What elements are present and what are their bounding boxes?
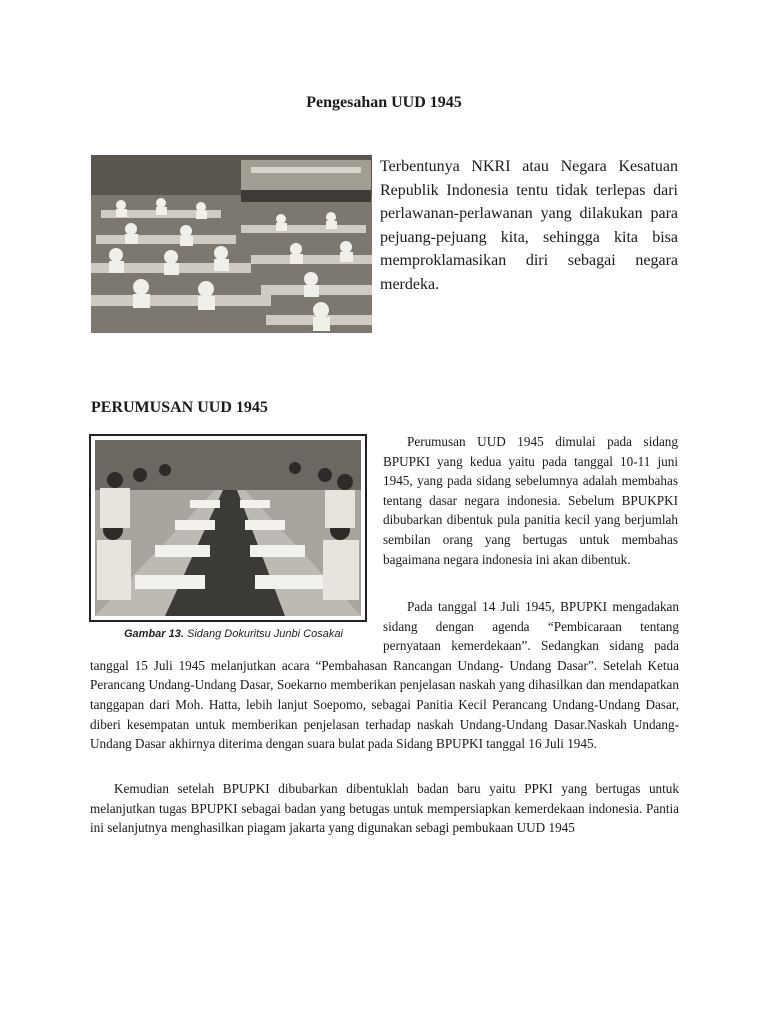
caption-float-space: [90, 597, 383, 645]
session-photo-frame: [89, 434, 367, 622]
page-title: Pengesahan UUD 1945: [306, 94, 462, 111]
assembly-hall-photo-drawing: [91, 155, 372, 333]
assembly-hall-photo: [91, 155, 372, 333]
caption-label: Gambar 13.: [124, 628, 184, 640]
paragraph-wrap: [90, 597, 679, 754]
session-photo: [95, 440, 361, 616]
paragraph-july-session: Pada tanggal 14 Juli 1945, BPUPKI mengadakan sidang dengan agenda “Pembicaraan tentang pernyataan kemerdekaan”. Sedangkan sidang pada tanggal 15 Juli 1945 melanjutkan acara “Pembahasan Rancangan Undang- Undang Dasar”. Setelah Ketua Perancang Undang-Undang Dasar, Soekarno memberikan penjelasan naskah yang dihasilkan dan mendapatkan tanggapan dari Moh. Hatta, lebih lanjut Soepomo, sebagai Panitia Kecil Perancang Undang-Undang Dasar, diberi kesempatan untuk memberikan penjelasan terhadap naskah Undang-Undang Dasar.Naskah Undang-Undang Dasar akhirnya diterima dengan suara bulat pada Sidang BPUPKI tanggal 16 Juli 1945.: [90, 599, 679, 752]
intro-paragraph: Terbentunya NKRI atau Negara Kesatuan Republik Indonesia tentu tidak terlepas dari perlawanan-perlawanan yang dilakukan para pejuang-pejuang kita, sehingga kita bisa memproklamasikan diri sebagai negara merdeka.: [380, 158, 678, 293]
paragraph-formulation: Perumusan UUD 1945 dimulai pada sidang BPUPKI yang kedua yaitu pada tanggal 10-11 juni 1945, yang pada sidang sebelumnya adalah membahas tentang dasar negara indonesia. Sebelum BPUKPKI dibubarkan dibentuk pula panitia kecil yang berjumlah sembilan orang yang bertugas untuk membahas bagaimana negara indonesia ini akan dibentuk.: [383, 434, 678, 567]
caption-text: Sidang Dokuritsu Junbi Cosakai: [183, 628, 343, 640]
section-heading: PERUMUSAN UUD 1945: [91, 399, 268, 416]
session-photo-drawing: [95, 440, 361, 616]
paragraph-ppki: Kemudian setelah BPUPKI dibubarkan dibentuklah badan baru yaitu PPKI yang bertugas untuk melanjutkan tugas BPUPKI sebagai badan yang betugas untuk mempersiapkan kemerdekaan indonesia. Pantia ini selanjutnya menghasilkan piagam jakarta yang digunakan sebagi pembukaan UUD 1945: [90, 781, 679, 836]
